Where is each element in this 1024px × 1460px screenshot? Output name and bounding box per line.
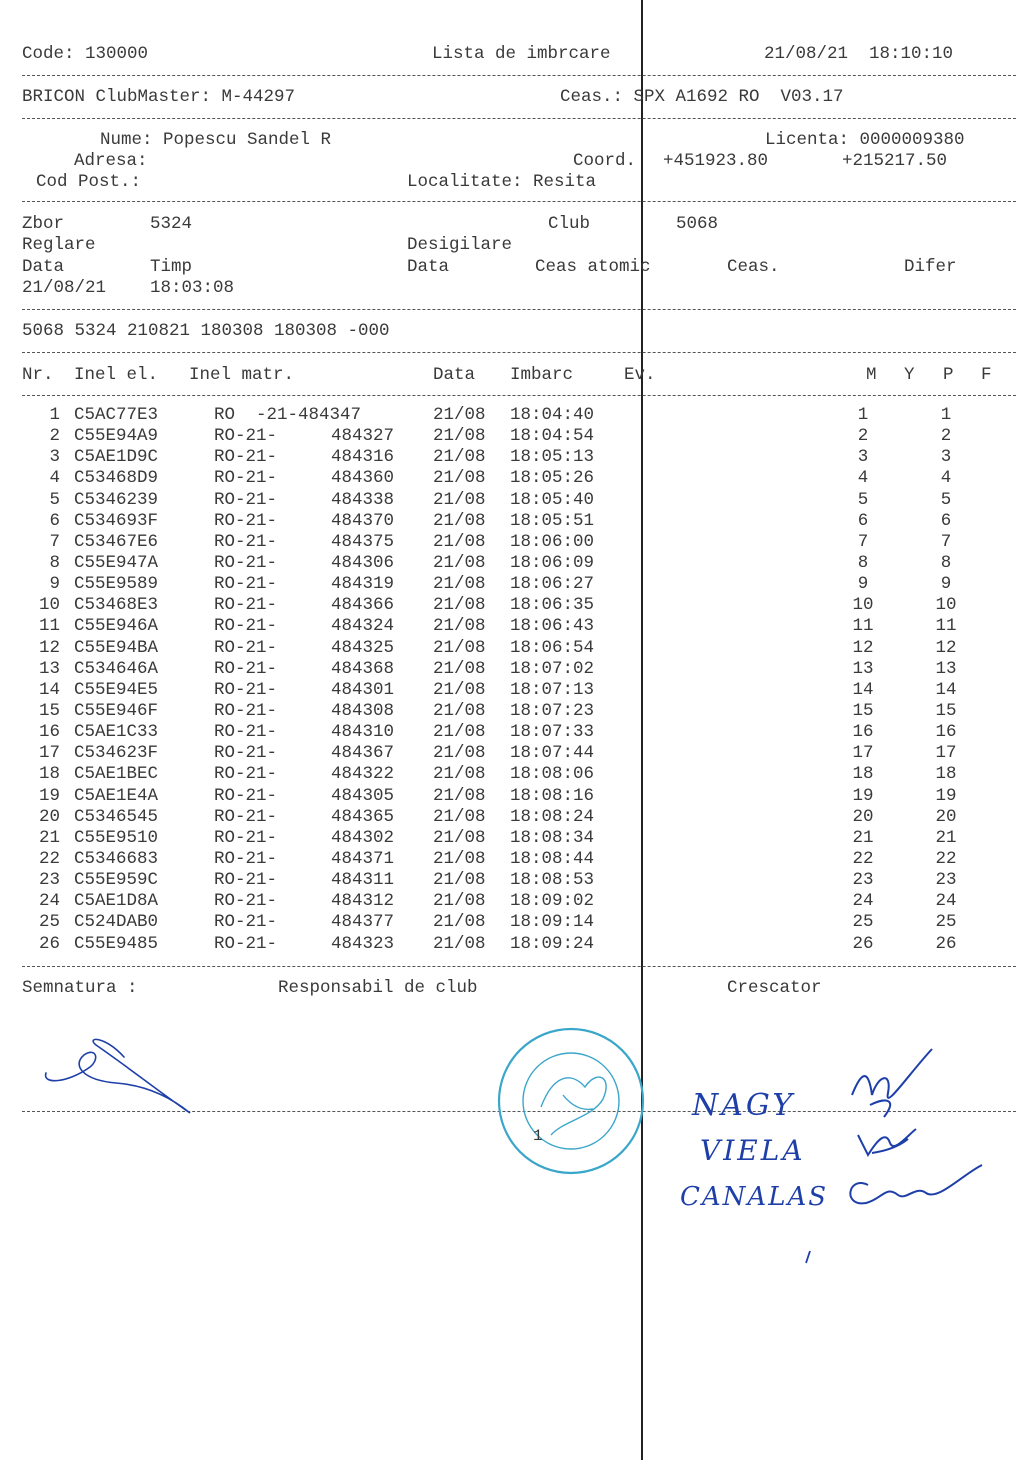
- row-number: 18: [38, 764, 60, 785]
- divider: [22, 966, 1016, 967]
- row-number: 21: [38, 827, 60, 848]
- ring-number: 484338: [331, 489, 395, 510]
- ring-prefix: RO-21-: [214, 806, 278, 827]
- ring-prefix: RO-21-: [214, 574, 278, 595]
- ring-number: 484319: [331, 574, 395, 595]
- col-p-value: 12: [935, 637, 957, 658]
- handwritten-name-2: VIELA: [700, 1134, 806, 1167]
- ring-prefix: RO-21-: [214, 912, 278, 933]
- basket-time: 18:07:23: [510, 700, 595, 721]
- col-m-value: 1: [857, 405, 869, 425]
- breeder-label: Crescator: [727, 978, 822, 998]
- basket-time: 18:08:53: [510, 870, 595, 891]
- col-header-data: Data: [433, 365, 476, 385]
- electronic-ring: C55E946F: [74, 700, 159, 721]
- coord-label: Coord.: [573, 151, 637, 171]
- col-m-value: 26: [852, 933, 874, 954]
- print-datetime: 21/08/21 18:10:10: [764, 44, 954, 64]
- table-row: [0, 574, 1024, 595]
- ring-prefix: RO-21-: [214, 426, 278, 447]
- ring-number: 484302: [331, 827, 395, 848]
- basket-date: 21/08: [433, 552, 486, 573]
- col-m-value: 5: [857, 489, 869, 510]
- col-m-value: 25: [852, 912, 874, 933]
- ring-prefix: RO-21-: [214, 743, 278, 764]
- col-header-inel-matr: Inel matr.: [189, 365, 295, 385]
- col-p-value: 16: [935, 722, 957, 743]
- row-number: 19: [38, 785, 60, 806]
- basket-time: 18:07:02: [510, 658, 595, 679]
- col-m-value: 11: [852, 616, 874, 637]
- unsealing-label: Desigilare: [407, 235, 513, 255]
- electronic-ring: C55E94BA: [74, 637, 159, 658]
- col-m-value: 21: [852, 827, 874, 848]
- basket-time: 18:09:14: [510, 912, 595, 933]
- col-m-value: 9: [857, 574, 869, 595]
- basket-time: 18:07:33: [510, 722, 595, 743]
- ring-prefix: RO-21-: [214, 679, 278, 700]
- col-header-inel-el: Inel el.: [74, 365, 159, 385]
- col-p-value: 7: [940, 531, 952, 552]
- electronic-ring: C5AE1E4A: [74, 785, 159, 806]
- basket-date: 21/08: [433, 574, 486, 595]
- document-title: Lista de imbrcare: [432, 44, 611, 64]
- col-m-value: 18: [852, 764, 874, 785]
- col-m-value: 24: [852, 891, 874, 912]
- ring-prefix: RO-21-: [214, 658, 278, 679]
- col-m-value: 13: [852, 658, 874, 679]
- col-p-value: 8: [940, 552, 952, 573]
- ring-prefix: RO-21-: [214, 552, 278, 573]
- basket-time: 18:08:44: [510, 848, 595, 869]
- basket-date: 21/08: [433, 785, 486, 806]
- row-number: 10: [38, 595, 60, 616]
- table-row: [0, 828, 1024, 849]
- basket-date: 21/08: [433, 722, 486, 743]
- row-number: 26: [38, 933, 60, 954]
- ring-prefix: RO -21-484347: [214, 405, 362, 425]
- col-p-value: 15: [935, 700, 957, 721]
- electronic-ring: C55E94A9: [74, 426, 159, 447]
- basket-date: 21/08: [433, 743, 486, 764]
- basket-time: 18:06:43: [510, 616, 595, 637]
- ring-prefix: RO-21-: [214, 595, 278, 616]
- basket-time: 18:08:34: [510, 827, 595, 848]
- col-p-value: 10: [935, 595, 957, 616]
- row-number: 4: [49, 468, 60, 489]
- basket-date: 21/08: [433, 933, 486, 954]
- col-p-value: 6: [940, 510, 952, 531]
- flight-code-line: 5068 5324 210821 180308 180308 -000: [22, 321, 390, 341]
- electronic-ring: C5346239: [74, 489, 159, 510]
- electronic-ring: C5AE1C33: [74, 722, 159, 743]
- ring-prefix: RO-21-: [214, 637, 278, 658]
- col-m-value: 22: [852, 848, 874, 869]
- col-m-value: 23: [852, 870, 874, 891]
- basket-time: 18:09:24: [510, 933, 595, 954]
- row-number: 17: [38, 743, 60, 764]
- col-p-value: 5: [940, 489, 952, 510]
- ring-number: 484306: [331, 552, 395, 573]
- atomic-clock-label: Ceas atomic: [535, 257, 651, 277]
- col-header-p: P: [943, 365, 954, 385]
- basketing-table: [0, 405, 1024, 955]
- basket-date: 21/08: [433, 658, 486, 679]
- clock-info: Ceas.: SPX A1692 RO V03.17: [560, 87, 844, 107]
- ring-prefix: RO-21-: [214, 891, 278, 912]
- ring-prefix: RO-21-: [214, 827, 278, 848]
- basket-time: 18:04:40: [510, 405, 595, 425]
- ring-prefix: RO-21-: [214, 531, 278, 552]
- electronic-ring: C55E9589: [74, 574, 159, 595]
- basket-date: 21/08: [433, 616, 486, 637]
- row-number: 24: [38, 891, 60, 912]
- col-m-value: 15: [852, 700, 874, 721]
- table-row: [0, 511, 1024, 532]
- electronic-ring: C534623F: [74, 743, 159, 764]
- col-header-y: Y: [904, 365, 915, 385]
- electronic-ring: C53467E6: [74, 531, 159, 552]
- ring-number: 484365: [331, 806, 395, 827]
- date-label: Data: [22, 257, 65, 277]
- electronic-ring: C55E946A: [74, 616, 159, 637]
- col-p-value: 17: [935, 743, 957, 764]
- col-m-value: 7: [857, 531, 869, 552]
- col-header-ev: Ev.: [624, 365, 656, 385]
- col-p-value: 1: [940, 405, 952, 425]
- row-number: 22: [38, 848, 60, 869]
- col-p-value: 25: [935, 912, 957, 933]
- basket-time: 18:06:27: [510, 574, 595, 595]
- table-row: [0, 743, 1024, 764]
- ring-number: 484325: [331, 637, 395, 658]
- divider: [22, 395, 1016, 396]
- col-p-value: 9: [940, 574, 952, 595]
- club-label: Club: [548, 214, 591, 234]
- ring-number: 484323: [331, 933, 395, 954]
- ring-number: 484327: [331, 426, 395, 447]
- stamp-number: 1: [533, 1127, 543, 1145]
- ring-number: 484301: [331, 679, 395, 700]
- table-row: [0, 616, 1024, 637]
- ring-prefix: RO-21-: [214, 489, 278, 510]
- basket-time: 18:04:54: [510, 426, 595, 447]
- basket-date: 21/08: [433, 700, 486, 721]
- col-header-nr: Nr.: [22, 365, 54, 385]
- col-header-f: F: [981, 365, 992, 385]
- col-p-value: 23: [935, 870, 957, 891]
- col-p-value: 22: [935, 848, 957, 869]
- electronic-ring: C5AE1D9C: [74, 447, 159, 468]
- basket-time: 18:06:09: [510, 552, 595, 573]
- table-row: [0, 722, 1024, 743]
- col-p-value: 24: [935, 891, 957, 912]
- basket-date: 21/08: [433, 510, 486, 531]
- divider: [22, 309, 1016, 310]
- basket-time: 18:08:16: [510, 785, 595, 806]
- row-number: 23: [38, 870, 60, 891]
- postal-code-label: Cod Post.:: [36, 172, 142, 192]
- electronic-ring: C55E959C: [74, 870, 159, 891]
- table-row: [0, 701, 1024, 722]
- ring-prefix: RO-21-: [214, 848, 278, 869]
- electronic-ring: C55E9485: [74, 933, 159, 954]
- table-row: [0, 807, 1024, 828]
- handwritten-name-3: CANALAS: [680, 1182, 829, 1212]
- col-p-value: 21: [935, 827, 957, 848]
- basket-time: 18:08:24: [510, 806, 595, 827]
- row-number: 6: [49, 510, 60, 531]
- clock-label: Ceas.: [727, 257, 780, 277]
- row-number: 9: [49, 574, 60, 595]
- unsealing-date-label: Data: [407, 257, 450, 277]
- row-number: 16: [38, 722, 60, 743]
- ring-number: 484324: [331, 616, 395, 637]
- row-number: 14: [38, 679, 60, 700]
- table-row: [0, 426, 1024, 447]
- ring-number: 484305: [331, 785, 395, 806]
- row-number: 5: [49, 489, 60, 510]
- col-header-m: M: [866, 365, 877, 385]
- electronic-ring: C534693F: [74, 510, 159, 531]
- col-p-value: 2: [940, 426, 952, 447]
- col-p-value: 3: [940, 447, 952, 468]
- ring-prefix: RO-21-: [214, 722, 278, 743]
- basket-date: 21/08: [433, 912, 486, 933]
- basket-date: 21/08: [433, 595, 486, 616]
- basket-date: 21/08: [433, 848, 486, 869]
- ring-number: 484308: [331, 700, 395, 721]
- electronic-ring: C53468E3: [74, 595, 159, 616]
- row-number: 3: [49, 447, 60, 468]
- ring-number: 484368: [331, 658, 395, 679]
- table-row: [0, 764, 1024, 785]
- table-row: [0, 912, 1024, 933]
- basket-date: 21/08: [433, 405, 486, 425]
- table-row: [0, 532, 1024, 553]
- ring-prefix: RO-21-: [214, 933, 278, 954]
- electronic-ring: C53468D9: [74, 468, 159, 489]
- col-p-value: 20: [935, 806, 957, 827]
- ring-prefix: RO-21-: [214, 447, 278, 468]
- divider: [22, 75, 1016, 76]
- col-p-value: 26: [935, 933, 957, 954]
- ring-number: 484377: [331, 912, 395, 933]
- table-row: [0, 680, 1024, 701]
- electronic-ring: C5AE1BEC: [74, 764, 159, 785]
- col-m-value: 6: [857, 510, 869, 531]
- flight-number: 5324: [150, 214, 193, 234]
- col-p-value: 4: [940, 468, 952, 489]
- col-p-value: 13: [935, 658, 957, 679]
- table-row: [0, 659, 1024, 680]
- basket-date: 21/08: [433, 531, 486, 552]
- table-row: [0, 405, 1024, 426]
- ring-number: 484375: [331, 531, 395, 552]
- basket-date: 21/08: [433, 764, 486, 785]
- basket-date: 21/08: [433, 447, 486, 468]
- col-m-value: 8: [857, 552, 869, 573]
- row-number: 1: [49, 405, 60, 425]
- col-p-value: 14: [935, 679, 957, 700]
- address-label: Adresa:: [74, 151, 148, 171]
- electronic-ring: C534646A: [74, 658, 159, 679]
- basket-time: 18:06:35: [510, 595, 595, 616]
- ring-number: 484371: [331, 848, 395, 869]
- signature-label: Semnatura :: [22, 978, 138, 998]
- basket-date: 21/08: [433, 637, 486, 658]
- setting-time: 18:03:08: [150, 278, 235, 298]
- table-row: [0, 553, 1024, 574]
- ring-number: 484316: [331, 447, 395, 468]
- breeder-handwritten-names: [672, 1035, 992, 1275]
- basket-date: 21/08: [433, 806, 486, 827]
- col-m-value: 2: [857, 426, 869, 447]
- col-m-value: 4: [857, 468, 869, 489]
- col-p-value: 18: [935, 764, 957, 785]
- row-number: 15: [38, 700, 60, 721]
- ring-prefix: RO-21-: [214, 764, 278, 785]
- electronic-ring: C5AC77E3: [74, 405, 159, 425]
- ring-number: 484311: [331, 870, 395, 891]
- owner-name: Nume: Popescu Sandel R: [100, 130, 332, 150]
- table-row: [0, 934, 1024, 955]
- electronic-ring: C5AE1D8A: [74, 891, 159, 912]
- ring-number: 484366: [331, 595, 395, 616]
- coord-latitude: +451923.80: [663, 151, 769, 171]
- ring-number: 484310: [331, 722, 395, 743]
- table-row: [0, 595, 1024, 616]
- table-row: [0, 786, 1024, 807]
- ring-number: 484370: [331, 510, 395, 531]
- col-m-value: 19: [852, 785, 874, 806]
- ring-number: 484360: [331, 468, 395, 489]
- basket-time: 18:06:00: [510, 531, 595, 552]
- row-number: 20: [38, 806, 60, 827]
- col-m-value: 14: [852, 679, 874, 700]
- basket-time: 18:05:13: [510, 447, 595, 468]
- club-number: 5068: [676, 214, 719, 234]
- coord-longitude: +215217.50: [842, 151, 948, 171]
- difference-label: Difer: [904, 257, 957, 277]
- ring-prefix: RO-21-: [214, 700, 278, 721]
- col-m-value: 3: [857, 447, 869, 468]
- handwritten-name-1: NAGY: [692, 1088, 796, 1123]
- row-number: 8: [49, 552, 60, 573]
- basket-time: 18:05:26: [510, 468, 595, 489]
- basket-date: 21/08: [433, 489, 486, 510]
- basket-date: 21/08: [433, 468, 486, 489]
- setting-date: 21/08/21: [22, 278, 107, 298]
- electronic-ring: C55E94E5: [74, 679, 159, 700]
- row-number: 7: [49, 531, 60, 552]
- ring-number: 484367: [331, 743, 395, 764]
- divider: [22, 352, 1016, 353]
- club-responsible-label: Responsabil de club: [278, 978, 478, 998]
- electronic-ring: C5346545: [74, 806, 159, 827]
- basket-date: 21/08: [433, 870, 486, 891]
- bricon-clubmaster: BRICON ClubMaster: M-44297: [22, 87, 296, 107]
- electronic-ring: C55E9510: [74, 827, 159, 848]
- ring-prefix: RO-21-: [214, 785, 278, 806]
- table-row: [0, 638, 1024, 659]
- basket-time: 18:07:44: [510, 743, 595, 764]
- club-responsible-signature: [38, 1025, 218, 1120]
- basket-date: 21/08: [433, 679, 486, 700]
- ring-prefix: RO-21-: [214, 468, 278, 489]
- ring-prefix: RO-21-: [214, 870, 278, 891]
- row-number: 2: [49, 426, 60, 447]
- basket-time: 18:05:51: [510, 510, 595, 531]
- col-m-value: 17: [852, 743, 874, 764]
- basket-date: 21/08: [433, 426, 486, 447]
- row-number: 13: [38, 658, 60, 679]
- table-row: [0, 447, 1024, 468]
- basket-date: 21/08: [433, 891, 486, 912]
- divider: [22, 118, 1016, 119]
- basket-time: 18:06:54: [510, 637, 595, 658]
- basket-time: 18:09:02: [510, 891, 595, 912]
- col-header-imbarc: Imbarc: [510, 365, 574, 385]
- table-row: [0, 891, 1024, 912]
- col-m-value: 10: [852, 595, 874, 616]
- electronic-ring: C5346683: [74, 848, 159, 869]
- code-label: Code: 130000: [22, 44, 149, 64]
- basket-time: 18:05:40: [510, 489, 595, 510]
- row-number: 12: [38, 637, 60, 658]
- row-number: 25: [38, 912, 60, 933]
- divider: [22, 201, 1016, 202]
- col-m-value: 20: [852, 806, 874, 827]
- basket-time: 18:08:06: [510, 764, 595, 785]
- table-row: [0, 870, 1024, 891]
- basket-date: 21/08: [433, 827, 486, 848]
- basket-time: 18:07:13: [510, 679, 595, 700]
- setting-label: Reglare: [22, 235, 96, 255]
- time-label: Timp: [150, 257, 193, 277]
- locality: Localitate: Resita: [407, 172, 597, 192]
- col-m-value: 16: [852, 722, 874, 743]
- col-m-value: 12: [852, 637, 874, 658]
- col-p-value: 11: [935, 616, 957, 637]
- ring-number: 484322: [331, 764, 395, 785]
- electronic-ring: C55E947A: [74, 552, 159, 573]
- ring-prefix: RO-21-: [214, 510, 278, 531]
- table-row: [0, 468, 1024, 489]
- ring-number: 484312: [331, 891, 395, 912]
- electronic-ring: C524DAB0: [74, 912, 159, 933]
- club-stamp: [493, 1025, 653, 1177]
- table-row: [0, 490, 1024, 511]
- table-row: [0, 849, 1024, 870]
- license-number: Licenta: 0000009380: [765, 130, 965, 150]
- row-number: 11: [38, 616, 60, 637]
- flight-label: Zbor: [22, 214, 65, 234]
- ring-prefix: RO-21-: [214, 616, 278, 637]
- col-p-value: 19: [935, 785, 957, 806]
